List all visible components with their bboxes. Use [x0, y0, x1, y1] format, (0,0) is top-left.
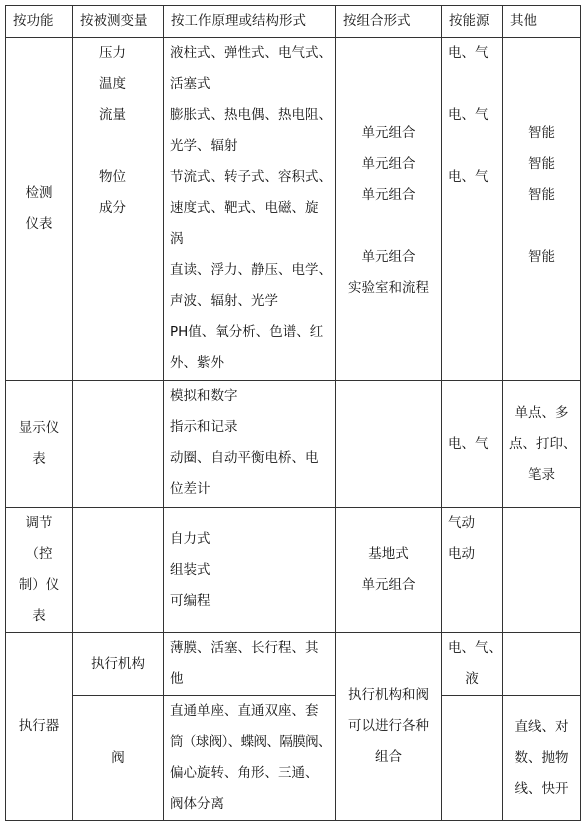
variable-pressure: 压力: [99, 45, 126, 61]
actuator-mechanism-energy-cell: [442, 633, 503, 696]
detect-other-cell: [503, 38, 581, 381]
principle-line: 薄膜、活塞、长行程、其: [170, 640, 319, 656]
principle-line: 直读、浮力、静压、电学、: [170, 262, 332, 278]
principle-line: 液柱式、弹性式、电气式、: [170, 45, 332, 61]
combination-line: 单元组合: [361, 249, 416, 265]
combination-line: 单元组合: [361, 187, 416, 203]
combination-line: 执行机构和阀: [348, 687, 429, 703]
header-function: 按功能: [6, 6, 73, 38]
other-line: 点、打印、: [509, 435, 577, 452]
display-function-line: 显示仪: [18, 420, 60, 436]
energy-line: 电、气: [448, 435, 489, 452]
combination-line: 单元组合: [361, 577, 416, 593]
principle-line: 指示和记录: [170, 419, 238, 435]
principle-line: 速度式、靶式、电磁、旋: [170, 200, 319, 216]
spacer: [99, 131, 157, 162]
energy-line: 电、气: [448, 107, 489, 123]
spacer: [342, 211, 435, 242]
combination-line: 单元组合: [361, 156, 416, 172]
detect-function-line: 仪表: [25, 216, 53, 232]
principle-line: 涡: [170, 231, 184, 247]
control-variable-cell: [73, 508, 164, 633]
principle-line: 活塞式: [170, 76, 211, 92]
variable-temperature: 温度: [99, 76, 126, 92]
variable-composition: 成分: [99, 200, 126, 216]
header-principle: 按工作原理或结构形式: [164, 6, 336, 38]
display-principle-cell: [164, 381, 336, 508]
actuator-mechanism-other-cell: [503, 633, 581, 696]
principle-line: 阀体分离: [170, 796, 224, 812]
other-line: 直线、对: [514, 718, 569, 735]
actuator-mechanism-label: 执行机构: [91, 655, 145, 672]
combination-line: 实验室和流程: [348, 280, 429, 296]
actuator-function-cell: [6, 633, 73, 821]
control-function-line: 调节: [25, 515, 53, 531]
actuator-valve-cell: [73, 696, 164, 821]
detect-combination-cell: [336, 38, 442, 381]
other-line: 智能: [528, 187, 555, 203]
header-combination: 按组合形式: [336, 6, 442, 38]
control-other-cell: [503, 508, 581, 633]
row-actuator-valve: [6, 696, 581, 821]
control-principle-cell: [164, 508, 336, 633]
variable-flow: 流量: [99, 107, 126, 123]
actuator-function-label: 执行器: [18, 718, 60, 734]
other-line: 数、抛物: [514, 749, 569, 766]
display-function-cell: [6, 381, 73, 508]
principle-line: 他: [170, 671, 184, 687]
control-function-cell: [6, 508, 73, 633]
combination-line: 可以进行各种: [348, 718, 429, 734]
principle-line: PH值、氧分析、色谱、红: [170, 324, 324, 340]
detect-function-cell: [6, 38, 73, 381]
header-measured-variable: 按被测变量: [73, 6, 164, 38]
other-line: 单点、多: [514, 404, 569, 421]
control-function-line: 制）仪: [18, 577, 60, 593]
control-combination-cell: [336, 508, 442, 633]
combination-line: 基地式: [368, 546, 409, 562]
principle-line: 自力式: [170, 530, 211, 547]
actuator-valve-label: 阀: [111, 749, 125, 766]
principle-line: 偏心旋转、角形、三通、: [170, 765, 319, 781]
actuator-combination-cell: [336, 633, 442, 821]
detect-variables-cell: [73, 38, 164, 381]
spacer: [448, 131, 496, 162]
other-line: 智能: [528, 249, 555, 265]
actuator-mechanism-principle-cell: [164, 633, 336, 696]
principle-line: 位差计: [170, 481, 211, 497]
principle-line: 节流式、转子式、容积式、: [170, 169, 332, 185]
spacer: [448, 69, 496, 100]
other-line: 智能: [528, 125, 555, 141]
actuator-valve-principle-cell: [164, 696, 336, 821]
display-other-cell: [503, 381, 581, 508]
energy-line: 液: [465, 671, 479, 687]
display-variable-cell: [73, 381, 164, 508]
header-other: 其他: [503, 6, 581, 38]
display-combination-cell: [336, 381, 442, 508]
detect-energy-cell: [442, 38, 503, 381]
row-detection-instrument: [6, 38, 581, 381]
actuator-valve-other-cell: [503, 696, 581, 821]
row-control-instrument: [6, 508, 581, 633]
display-energy-cell: [442, 381, 503, 508]
row-actuator-mechanism: [6, 633, 581, 696]
principle-line: 外、紫外: [170, 355, 224, 371]
energy-line: 电、气: [448, 169, 489, 185]
display-function-line: 表: [32, 451, 46, 467]
principle-line: 动圈、自动平衡电桥、电: [170, 450, 319, 466]
principle-line: 可编程: [170, 592, 211, 609]
energy-line: 电、气、: [448, 640, 502, 656]
control-function-line: （控: [25, 546, 53, 562]
actuator-mechanism-cell: [73, 633, 164, 696]
energy-line: 电、气: [448, 45, 489, 61]
detect-function-line: 检测: [25, 185, 53, 201]
actuator-valve-energy-cell: [442, 696, 503, 821]
principle-line: 组装式: [170, 561, 211, 578]
detect-principle-cell: [164, 38, 336, 381]
principle-line: 膨胀式、热电偶、热电阻、: [170, 107, 332, 123]
spacer: [509, 211, 574, 242]
other-line: 线、快开: [514, 780, 569, 797]
row-display-instrument: [6, 381, 581, 508]
energy-line: 气动: [448, 515, 475, 531]
control-energy-cell: [442, 508, 503, 633]
control-function-line: 表: [32, 608, 46, 624]
energy-line: 电动: [448, 546, 475, 562]
principle-line: 直通单座、直通双座、套: [170, 703, 319, 719]
combination-line: 组合: [375, 749, 402, 765]
instrument-classification-table: [5, 5, 581, 821]
principle-line: 筒（球阀）、蝶阀、隔膜阀、: [170, 734, 331, 750]
principle-line: 模拟和数字: [170, 388, 238, 404]
combination-line: 单元组合: [361, 125, 416, 141]
principle-line: 声波、辐射、光学: [170, 293, 278, 309]
other-line: 笔录: [528, 466, 555, 483]
other-line: 智能: [528, 156, 555, 172]
principle-line: 光学、辐射: [170, 138, 238, 154]
header-energy: 按能源: [442, 6, 503, 38]
variable-level: 物位: [99, 169, 126, 185]
header-row: [6, 6, 581, 38]
